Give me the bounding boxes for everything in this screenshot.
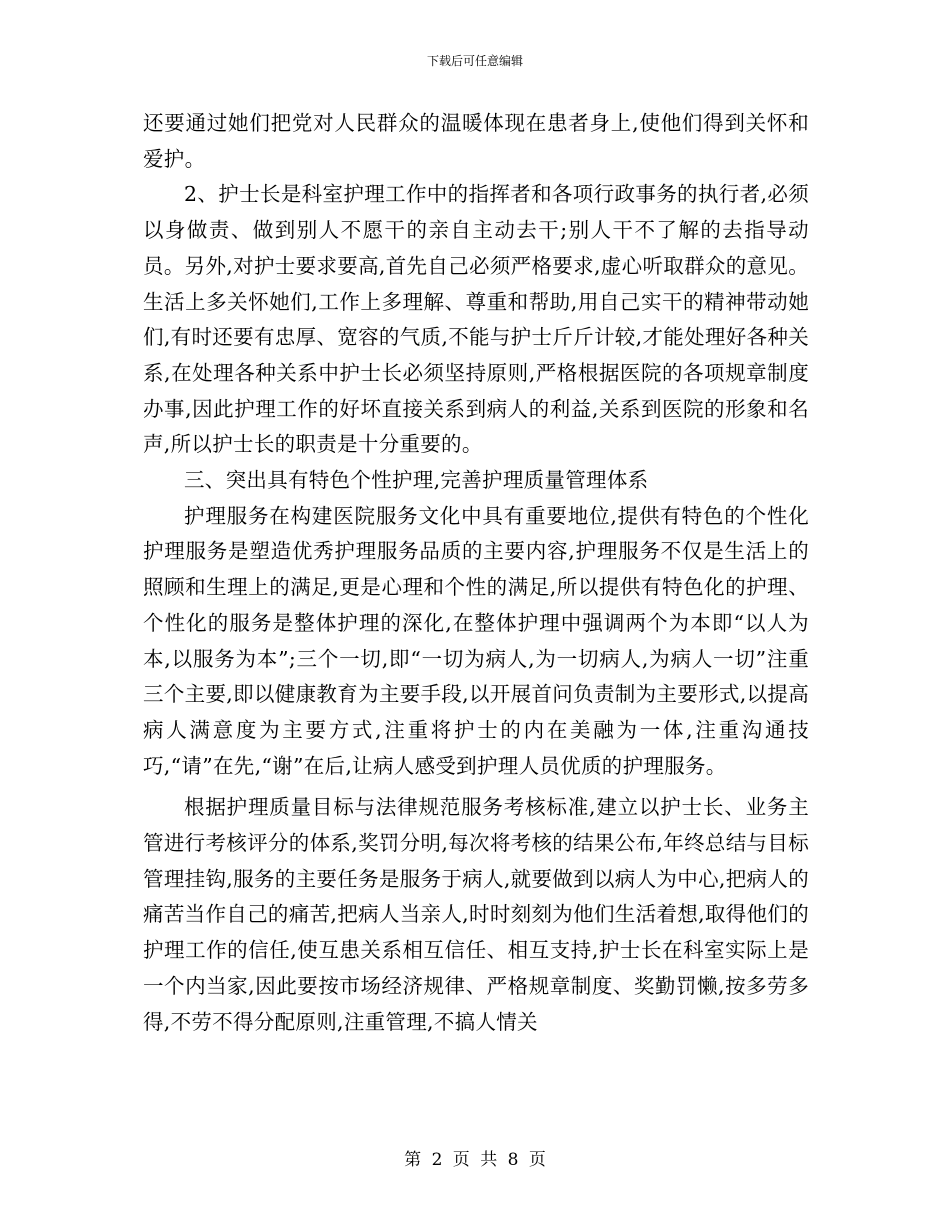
paragraph-quality-assessment: 根据护理质量目标与法律规范服务考核标准,建立以护士长、业务主管进行考核评分的体系,奖罚分明,每次将考核的结果公布,年终总结与目标管理挂钩,服务的主要任务是服务于病人,就要做到以病人为中心,把病人的痛苦当作自己的痛苦,把病人当亲人,时时刻刻为他们生活着想,取得他们的护理工作的信任,使互患关系相互信任、相互支持,护士长在科室实际上是一个内当家,因此要按市场经济规律、严格规章制度、奖勤罚懒,按多劳多得,不劳不得分配原则,注重管理,不搞人情关 (143, 795, 809, 1034)
paragraph-head-nurse-role: 2、护士长是科室护理工作中的指挥者和各项行政事务的执行者,必须以身做责、做到别人不愿干的亲自主动去干;别人干不了解的去指导动员。另外,对护士要求要高,首先自己必须严格要求,虚心听取群众的意见。生活上多关怀她们,工作上多理解、尊重和帮助,用自己实干的精神带动她们,有时还要有忠厚、宽容的气质,不能与护士斤斤计较,才能处理好各种关系,在处理各种关系中护士长必须坚持原则,严格根据医院的各项规章制度办事,因此护理工作的好坏直接关系到病人的利益,关系到医院的形象和名声,所以护士长的职责是十分重要的。 (143, 182, 809, 457)
paragraph-nursing-service: 护理服务在构建医院服务文化中具有重要地位,提供有特色的个性化护理服务是塑造优秀护理服务品质的主要内容,护理服务不仅是生活上的照顾和生理上的满足,更是心理和个性的满足,所以提供有特色化的护理、个性化的服务是整体护理的深化,在整体护理中强调两个为本即“以人为本,以服务为本”;三个一切,即“一切为病人,为一切病人,为病人一切”注重三个主要,即以健康教育为主要手段,以开展首问负责制为主要形式,以提高病人满意度为主要方式,注重将护士的内在美融为一体,注重沟通技巧,“请”在先,“谢”在后,让病人感受到护理人员优质的护理服务。 (143, 503, 809, 778)
document-body (143, 106, 809, 1040)
page-header: 下载后可任意编辑 (426, 54, 523, 68)
paragraph-continuation: 还要通过她们把党对人民群众的温暖体现在患者身上,使他们得到关怀和爱护。 (143, 111, 809, 171)
page-footer: 第 2 页 共 8 页 (404, 1150, 546, 1170)
section-heading: 三、突出具有特色个性护理,完善护理质量管理体系 (184, 468, 649, 493)
